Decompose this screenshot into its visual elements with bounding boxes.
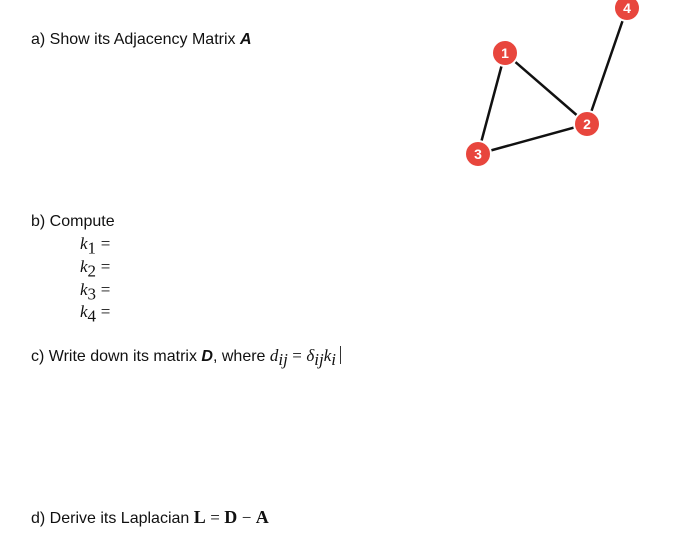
delta-var: δ <box>306 346 315 365</box>
k-sub: i <box>331 350 336 370</box>
node-2-label: 2 <box>583 116 591 132</box>
adjacency-symbol: A <box>239 31 252 48</box>
adjacency-symbol: A <box>255 507 269 527</box>
d-sub: ij <box>278 350 288 370</box>
equals-sign: = <box>292 346 302 365</box>
edge-2-4 <box>587 8 627 124</box>
part-c-text: c) Write down its matrix <box>31 348 202 365</box>
minus-sign: − <box>241 508 252 527</box>
k-var: k <box>80 257 88 276</box>
part-b-question: b) Compute <box>31 213 115 230</box>
equals-sign: = <box>100 302 111 321</box>
k-sub: 1 <box>87 238 97 258</box>
equals-sign: = <box>100 280 111 299</box>
node-2 <box>574 111 600 137</box>
k-var: k <box>80 280 88 299</box>
d-var: d <box>269 346 279 365</box>
k-sub: 3 <box>87 284 97 304</box>
k-var: k <box>323 346 332 365</box>
node-1 <box>492 40 518 66</box>
k-sub: 2 <box>87 261 97 281</box>
equals-sign: = <box>210 508 220 527</box>
k-sub: 4 <box>87 306 97 326</box>
equals-sign: = <box>100 234 111 253</box>
part-a-text: a) Show its Adjacency Matrix <box>31 31 240 48</box>
k-var: k <box>80 234 88 253</box>
edge-2-3 <box>478 124 587 154</box>
degree-symbol: D <box>224 507 238 527</box>
node-3-label: 3 <box>474 146 482 162</box>
part-c-text2: , where <box>212 348 270 365</box>
laplacian-symbol: L <box>193 507 206 527</box>
degree-matrix-symbol: D <box>201 348 213 365</box>
edge-1-3 <box>478 53 505 154</box>
part-d-text: d) Derive its Laplacian <box>31 510 194 527</box>
delta-sub: ij <box>314 350 324 370</box>
k-var: k <box>80 302 88 321</box>
equals-sign: = <box>100 257 111 276</box>
edge-1-2 <box>505 53 587 124</box>
node-4 <box>614 0 640 21</box>
node-1-label: 1 <box>501 45 509 61</box>
node-4-label: 4 <box>623 0 631 16</box>
node-3 <box>465 141 491 167</box>
